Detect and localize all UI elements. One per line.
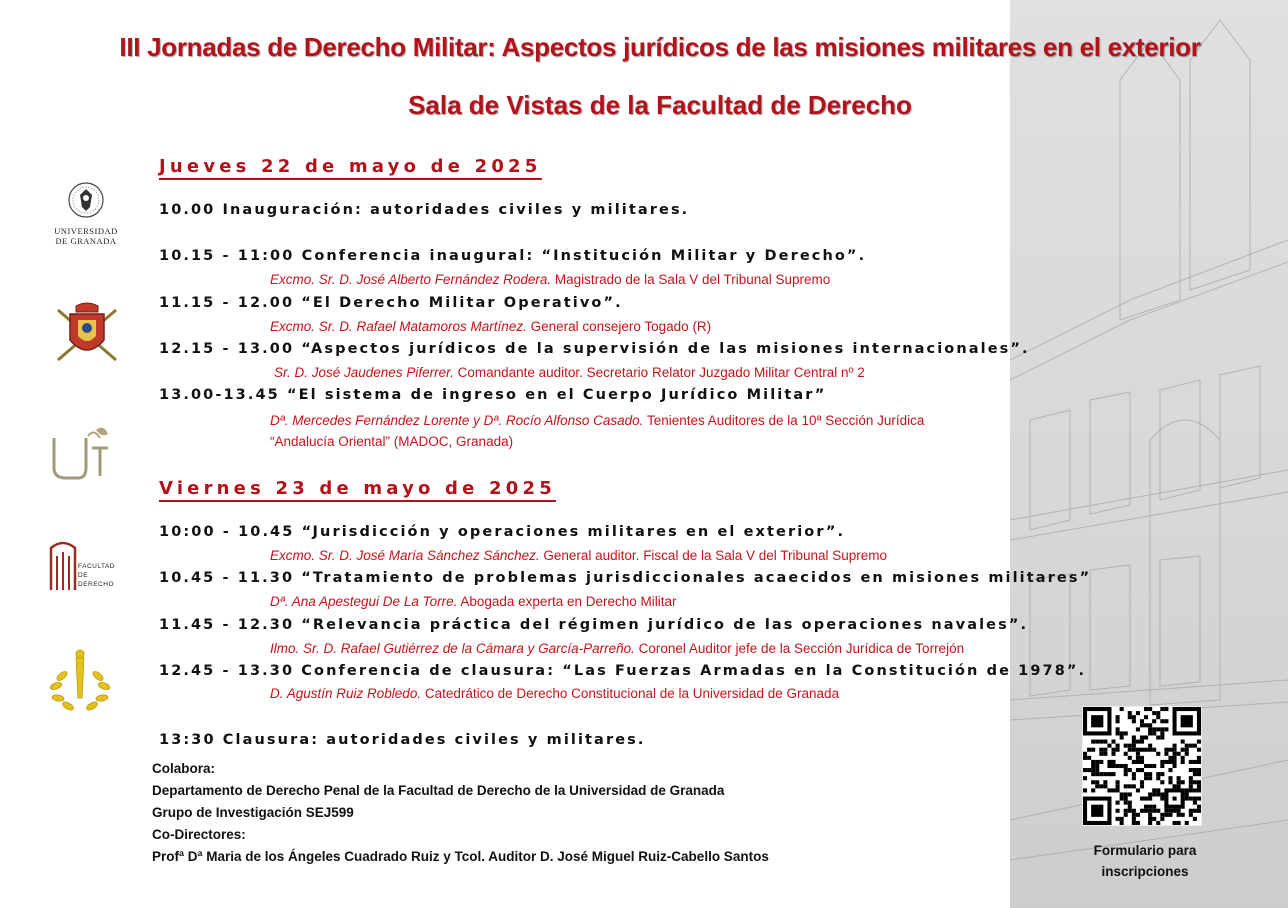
speaker-line (270, 548, 887, 563)
facultad-logo-icon (48, 538, 78, 592)
speaker-role: Catedrático de Derecho Constitucional de la Universidad de Granada (421, 686, 840, 701)
speaker-role: Coronel Auditor jefe de la Sección Jurídica de Torrejón (634, 641, 965, 656)
schedule-item: 13.00-13.45 “El sistema de ingreso en el Cuerpo Jurídico Militar” (159, 387, 827, 403)
event-title: III Jornadas de Derecho Militar: Aspectos jurídicos de las misiones militares en el exterior (119, 32, 1201, 62)
ugr-logo-line1: UNIVERSIDAD (54, 226, 118, 236)
qr-caption (1070, 840, 1220, 882)
schedule-item: 12.15 - 13.00 “Aspectos jurídicos de la supervisión de las misiones internacionales”. (159, 341, 1030, 357)
venue-subtitle: Sala de Vistas de la Facultad de Derecho (408, 90, 912, 120)
qr-code-icon[interactable] (1082, 706, 1202, 826)
facultad-logo-text (78, 562, 114, 589)
schedule-item: 11.15 - 12.00 “El Derecho Militar Operativo”. (159, 295, 623, 311)
schedule-item: 10:00 - 10.45 “Jurisdicción y operaciones militares en el exterior”. (159, 524, 846, 540)
footer-research-group: Grupo de Investigación SEJ599 (152, 805, 354, 820)
footer-colabora-label: Colabora: (152, 761, 216, 776)
speaker-line (270, 272, 830, 287)
ugr-logo-text (46, 226, 126, 246)
speaker-name: Sr. D. José Jaudenes Piferrer. (274, 365, 454, 380)
speaker-line (270, 594, 677, 609)
speaker-role: Magistrado de la Sala V del Tribunal Supremo (551, 272, 831, 287)
schedule-item: 13:30 Clausura: autoridades civiles y militares. (159, 732, 646, 748)
speaker-name: Excmo. Sr. D. Rafael Matamoros Martínez. (270, 319, 527, 334)
day-heading-1: Jueves 22 de mayo de 2025 (159, 156, 542, 180)
footer-department: Departamento de Derecho Penal de la Facultad de Derecho de la Universidad de Granada (152, 783, 725, 798)
speaker-name: Ilmo. Sr. D. Rafael Gutiérrez de la Cámara y García-Parreño. (270, 641, 635, 656)
schedule-item: 10.45 - 11.30 “Tratamiento de problemas jurisdiccionales acaecidos en misiones militares” (159, 570, 1092, 586)
schedule-item: 10.00 Inauguración: autoridades civiles y militares. (159, 202, 690, 218)
speaker-role: General consejero Togado (R) (526, 319, 712, 334)
facultad-logo-line1: FACULTAD (78, 563, 115, 570)
schedule-item: 10.15 - 11:00 Conferencia inaugural: “Institución Militar y Derecho”. (159, 248, 867, 264)
speaker-role: General auditor. Fiscal de la Sala V del Tribunal Supremo (539, 548, 888, 563)
speaker-name: Dª. Mercedes Fernández Lorente y Dª. Rocío Alfonso Casado. (270, 413, 644, 428)
speaker-name: Dª. Ana Apestegui De La Torre. (270, 594, 458, 609)
footer-codirectors: Profª Dª Maria de los Ángeles Cuadrado Ruiz y Tcol. Auditor D. José Miguel Ruiz-Cabello Santos (152, 849, 769, 864)
speaker-name: Excmo. Sr. D. José María Sánchez Sánchez. (270, 548, 540, 563)
ugr-seal-icon (66, 180, 106, 220)
qr-caption-line1: Formulario para (1093, 843, 1197, 858)
speaker-name: D. Agustín Ruiz Robledo. (270, 686, 422, 701)
military-crest-icon (54, 300, 120, 368)
speaker-line (274, 365, 865, 380)
facultad-logo-line2: DE DERECHO (78, 572, 115, 588)
day-heading-2: Viernes 23 de mayo de 2025 (159, 478, 556, 502)
speaker-line (270, 686, 839, 701)
speaker-role: Abogada experta en Derecho Militar (457, 594, 677, 609)
laurel-emblem-icon (44, 646, 116, 712)
speaker-role: Tenientes Auditores de la 10ª Sección Jurídica “Andalucía Oriental” (MADOC, Granada) (270, 413, 925, 449)
qr-caption-line2: inscripciones (1101, 864, 1189, 879)
speaker-name: Excmo. Sr. D. José Alberto Fernández Rodera. (270, 272, 552, 287)
speaker-role: Comandante auditor. Secretario Relator Juzgado Militar Central nº 2 (453, 365, 865, 380)
speaker-line (270, 641, 964, 656)
speaker-line (270, 410, 990, 452)
schedule-item: 12.45 - 13.30 Conferencia de clausura: “Las Fuerzas Armadas en la Constitución de 1978”. (159, 663, 1087, 679)
ugr-logo-line2: DE GRANADA (55, 236, 117, 246)
footer-codirectors-label: Co-Directores: (152, 827, 246, 842)
ui-logo-icon (48, 424, 112, 482)
speaker-line (270, 319, 711, 334)
schedule-item: 11.45 - 12.30 “Relevancia práctica del régimen jurídico de las operaciones navales”. (159, 617, 1029, 633)
